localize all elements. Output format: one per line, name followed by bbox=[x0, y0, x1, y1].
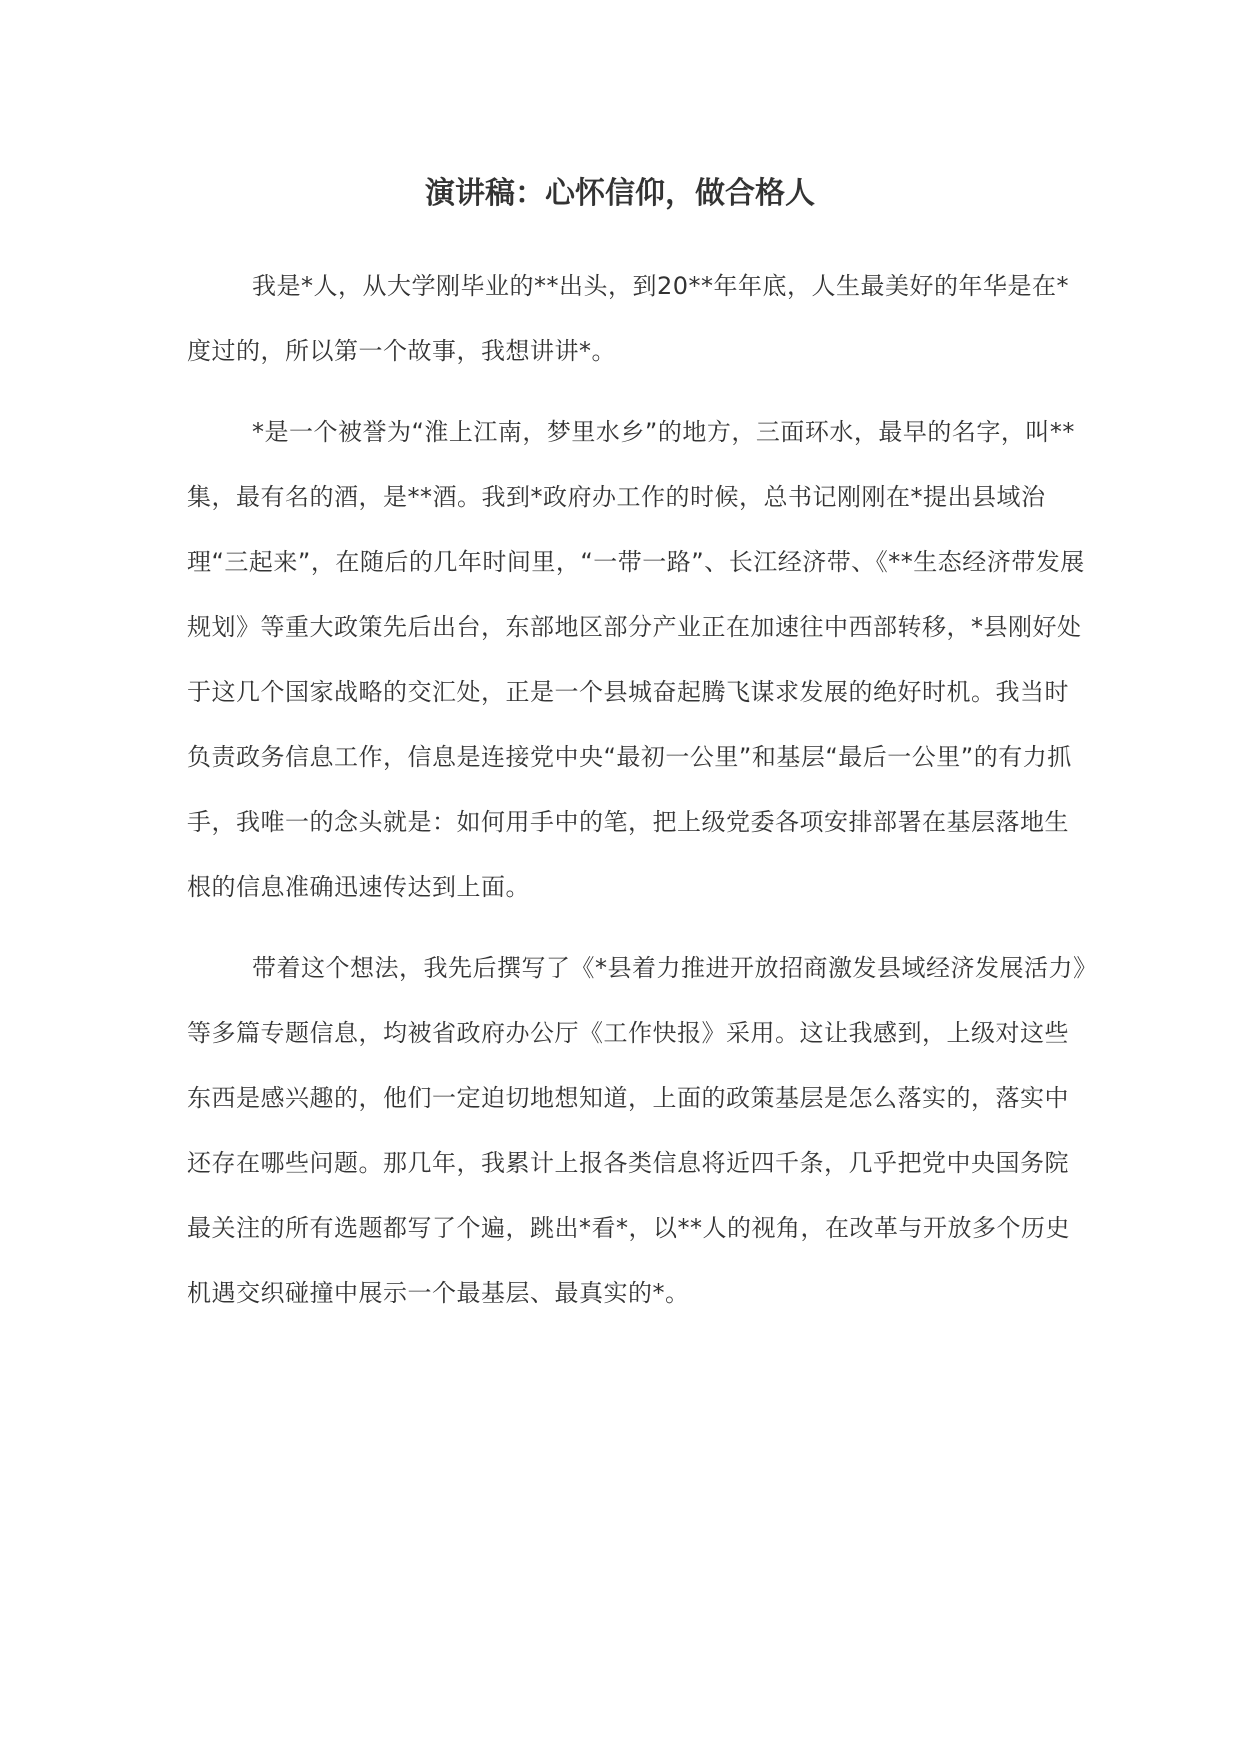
paragraph-3: 带着这个想法，我先后撰写了《*县着力推进开放招商激发县域经济发展活力》等多篇专题信息，均被省政府办公厅《工作快报》采用。这让我感到，上级对这些东西是感兴趣的，他们一定迫切地想知道，上面的政策基层是怎么落实的，落实中还存在哪些问题。那几年，我累计上报各类信息将近四千条，几乎把党中央国务院最关注的所有选题都写了个遍，跳出*看*，以**人的视角，在改革与开放多个历史机遇交织碰撞中展示一个最基层、最真实的*。 bbox=[187, 954, 1086, 1307]
paragraph-1: 我是*人，从大学刚毕业的**出头，到20**年年底，人生最美好的年华是在*度过的，所以第一个故事，我想讲讲*。 bbox=[187, 272, 1070, 365]
document-body bbox=[187, 254, 1087, 1342]
document-title: 演讲稿：心怀信仰，做合格人 bbox=[425, 176, 815, 211]
paragraph-2: *是一个被誉为“淮上江南，梦里水乡”的地方，三面环水，最早的名字，叫**集，最有名的酒，是**酒。我到*政府办工作的时候，总书记刚刚在*提出县域治理“三起来”，在随后的几年时间里，“一带一路”、长江经济带、《**生态经济带发展规划》等重大政策先后出台，东部地区部分产业正在加速往中西部转移，*县刚好处于这几个国家战略的交汇处，正是一个县城奋起腾飞谋求发展的绝好时机。我当时负责政务信息工作，信息是连接党中央“最初一公里”和基层“最后一公里”的有力抓手，我唯一的念头就是：如何用手中的笔，把上级党委各项安排部署在基层落地生根的信息准确迅速传达到上面。 bbox=[187, 418, 1085, 901]
